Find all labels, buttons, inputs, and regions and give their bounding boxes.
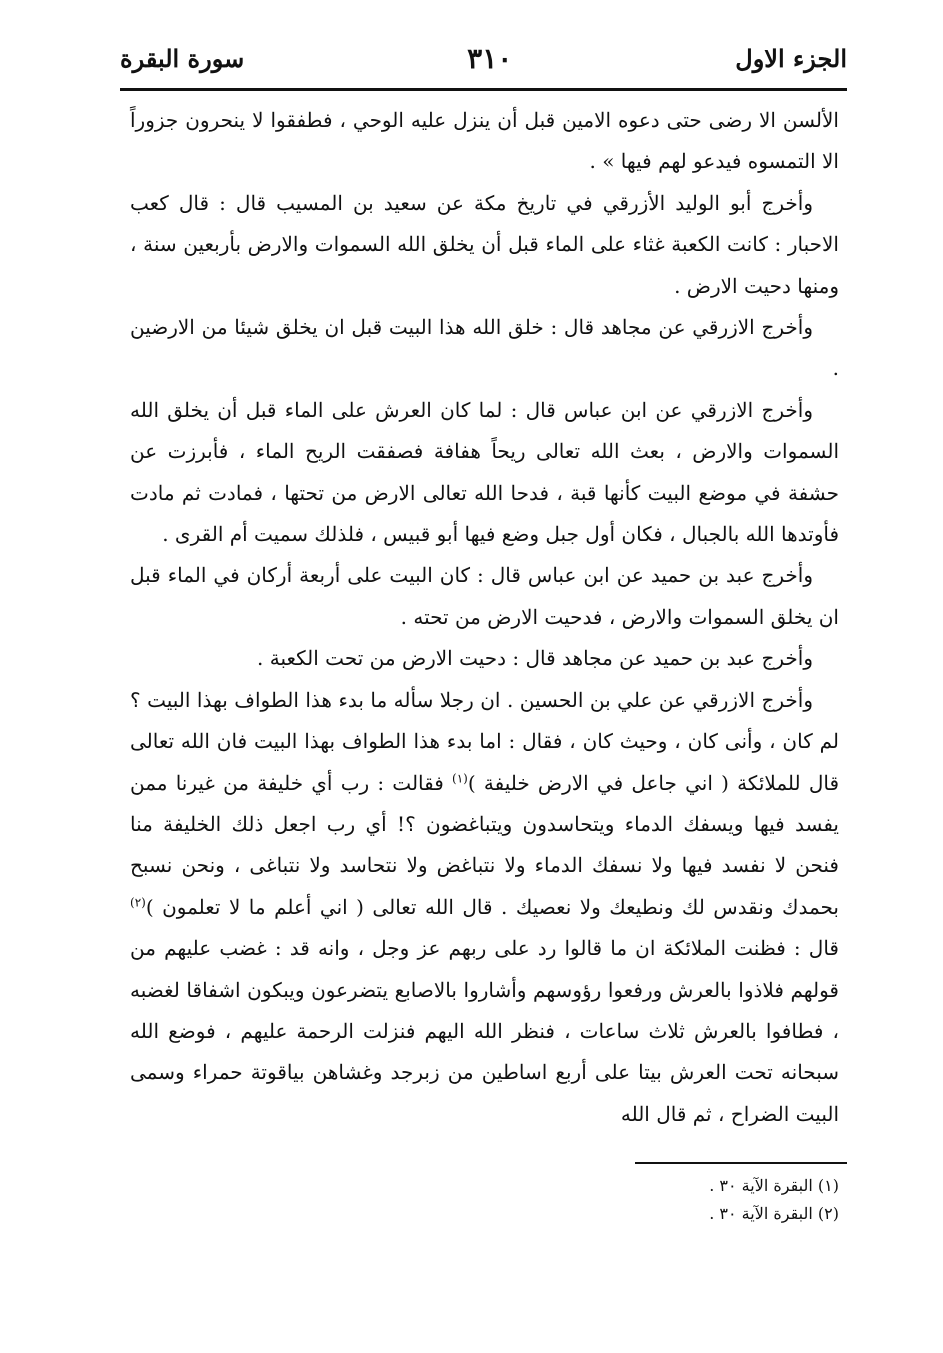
footnote-marker: (١) xyxy=(452,770,468,785)
paragraph-text: وأخرج الازرقي عن علي بن الحسين . ان رجلا سأله ما بدء هذا الطواف بهذا البيت ؟ لم كان ، وأنى كان ، وحيث كان ، فقال : اما بدء هذا الطواف بهذا البيت فان الله تعالى قال للملائكة ( اني جاعل في الارض خليفة ) xyxy=(130,687,840,795)
paragraph: وأخرج عبد بن حميد عن مجاهد قال : دحيت الارض من تحت الكعبة . xyxy=(257,646,813,671)
paragraph xyxy=(130,680,839,1135)
paragraph: وأخرج الازرقي عن مجاهد قال : خلق الله هذا البيت قبل ان يخلق شيئا من الارضين . xyxy=(130,315,839,381)
paragraph-text: فقالت : رب أي خليفة من غيرنا ممن يفسد فيها ويسفك الدماء ويتحاسدون ويتباغضون ؟! أي رب اجعل ذلك الخليفة منا فنحن لا نفسد فيها ولا نسفك الدماء ولا نتباغض ولا نتحاسد ولا نتباغى ، ونحن نسبح بحمدك ونقدس لك ونطيعك ولا نعصيك . قال الله تعالى ( اني أعلم ما لا تعلمون ) xyxy=(130,770,839,919)
footnote: (١) البقرة الآية ٣٠ . xyxy=(709,1176,839,1195)
footnote-rule xyxy=(635,1162,847,1164)
paragraph: الألسن الا رضى حتى دعوه الامين قبل أن ينزل عليه الوحي ، فطفقوا لا ينحرون جزوراً الا التمسوه فيدعو لهم فيها » . xyxy=(130,108,839,174)
surah-title: سورة البقرة xyxy=(120,43,245,73)
body-text xyxy=(130,100,839,1135)
paragraph-text: قال : فظنت الملائكة ان ما قالوا رد على ربهم عز وجل ، وانه قد : غضب عليهم من قولهم فلاذوا بالعرش ورفعوا رؤوسهم وأشاروا بالاصابع يتضرعون ويبكون اشفاقا لغضبه ، فطافوا بالعرش ثلاث ساعات ، فنظر الله اليهم فنزلت الرحمة عليهم ، فوضع الله سبحانه تحت العرش بيتا على أربع اساطين من زبرجد وغشاهن بياقوتة حمراء وسمى البيت الضراح ، ثم قال الله xyxy=(130,936,839,1126)
running-head xyxy=(120,28,847,88)
footnotes xyxy=(439,1172,839,1228)
footnote-marker: (٢) xyxy=(130,895,146,910)
part-title: الجزء الاول xyxy=(735,43,847,73)
footnote: (٢) البقرة الآية ٣٠ . xyxy=(709,1204,839,1223)
paragraph: وأخرج عبد بن حميد عن ابن عباس قال : كان البيت على أربعة أركان في الماء قبل ان يخلق السموات والارض ، فدحيت الارض من تحته . xyxy=(130,563,839,629)
paragraph: وأخرج أبو الوليد الأزرقي في تاريخ مكة عن سعيد بن المسيب قال : قال كعب الاحبار : كانت الكعبة غثاء على الماء قبل أن يخلق الله السموات والارض بأربعين سنة ، ومنها دحيت الارض . xyxy=(130,190,839,298)
page-number: ٣١٠ xyxy=(467,41,513,75)
paragraph: وأخرج الازرقي عن ابن عباس قال : لما كان العرش على الماء قبل أن يخلق الله السموات والارض ، بعث الله تعالى ريحاً هفافة فصفقت الريح الماء ، فأبرزت عن حشفة في موضع البيت كأنها قبة ، فدحا الله تعالى الارض من تحتها ، فمادت ثم مادت فأوتدها الله بالجبال ، فكان أول جبل وضع فيها أبو قبيس ، فلذلك سميت أم القرى . xyxy=(130,397,839,547)
header-rule xyxy=(120,88,847,91)
